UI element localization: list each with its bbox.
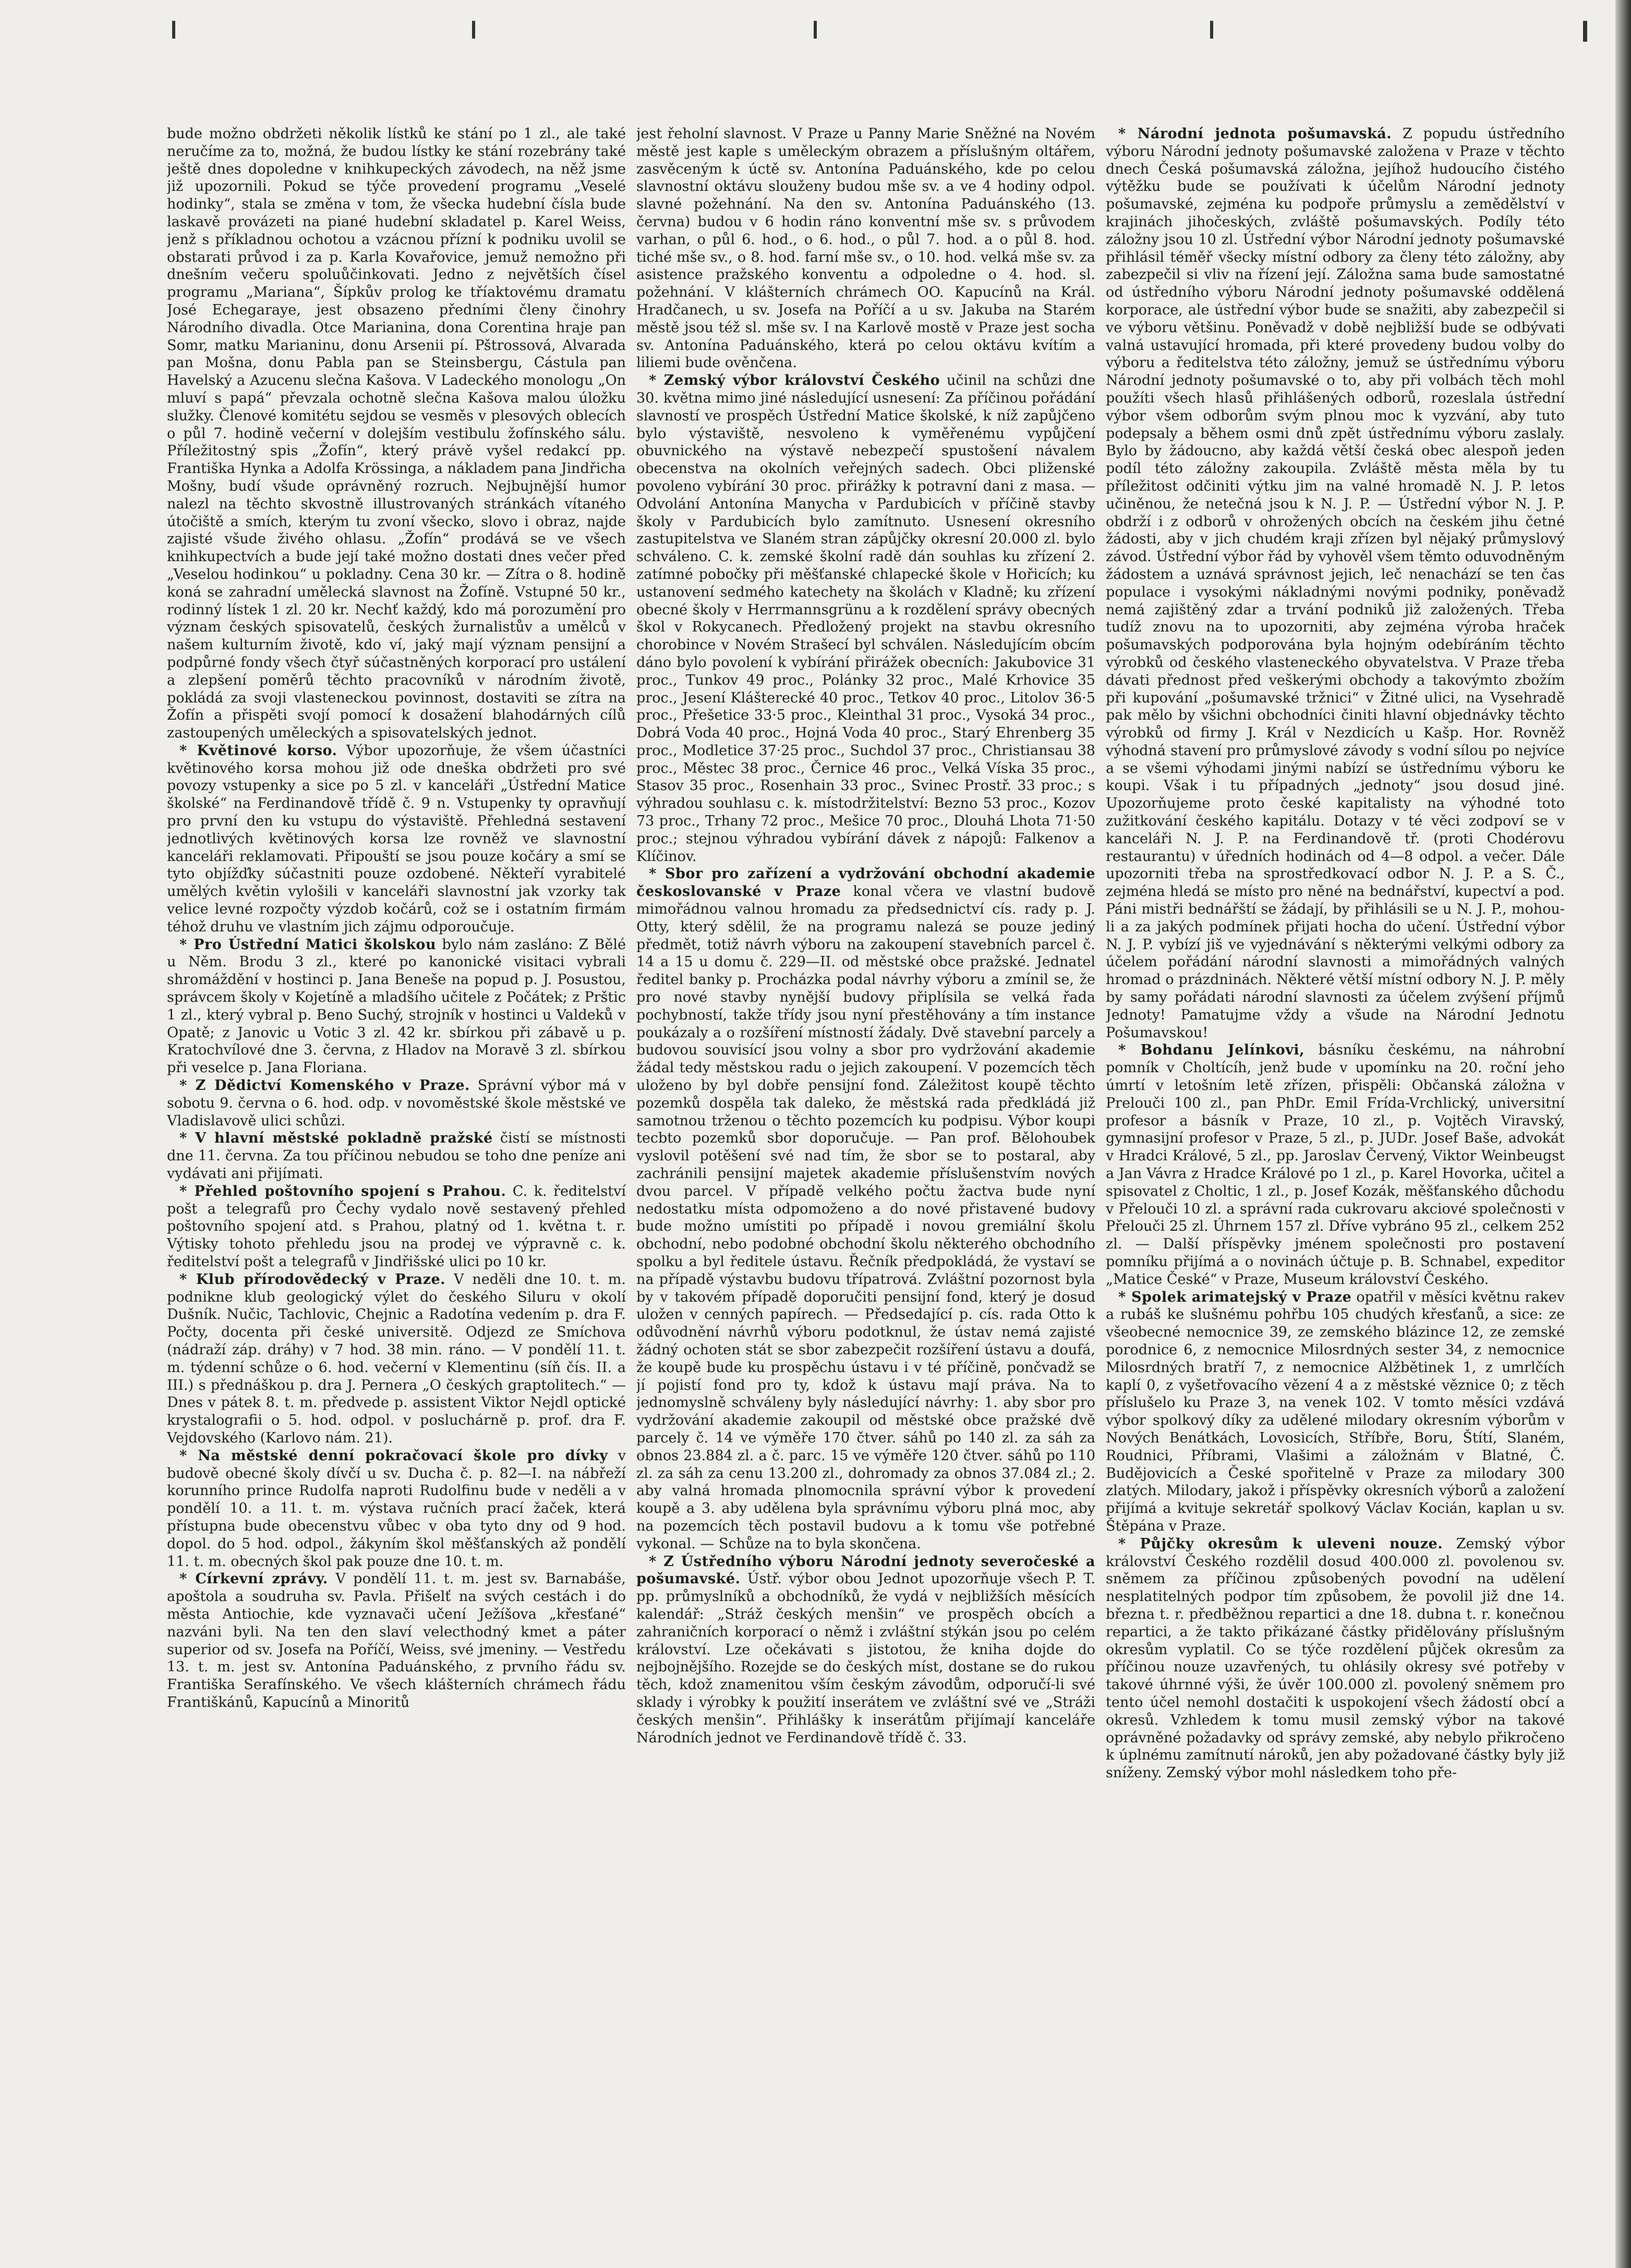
article-paragraph — [1106, 1535, 1565, 1782]
article-paragraph — [1106, 125, 1565, 1041]
article-paragraph — [167, 936, 626, 1077]
article-paragraph — [636, 1553, 1095, 1747]
article-heading: * Květinové korso. — [179, 742, 337, 759]
article-text: Zemský výbor království Českého rozdělil dosud 400.000 zl. povolenou sv. sněmem za příčinou způsobených povodní na udělení nesplatitelných podpor tím způsobem, že povolil již dne 14. března t. r. předběžnou repartici a dne 18. dubna t. r. konečnou repartici, a že takto přikázané částky přidělovány příslušným okresům vyplatil. Co se týče rozdělení půjček okresům za příčinou nouze uzavřených, tu ohlásily okresy své potřeby v takové úhrnné výši, že úvěr 100.000 zl. povolený sněmem pro tento účel nemohl dostačiti k uspokojení všech žádostí obcí a okresů. Vzhledem k tomu musil zemský výbor na takové oprávněné požadavky od správy zemské, aby nebylo přikročeno k úplnému zamítnutí nároků, jen aby požadované částky byly již sníženy. Zemský výbor mohl následkem toho pře- — [1106, 1535, 1565, 1781]
column-1 — [167, 125, 626, 2175]
article-text: Ústř. výbor obou Jednot upozorňuje všech P. T. pp. průmyslníků a obchodníků, že vydá v nejbližších měsících kalendář: „Stráž českých menšin“ ve prospěch obcích a zahraničních korporací o němž i zvláštní stýkán jsou po celém království. Lze očekávati s jistotou, že kniha dojde do nejbojnějšího. Rozejde se do českých míst, dostane se do rukou těch, kdož znamenitou vším českým závodům, odporučí-li své sklady i výrobky k použití inserátem ve zvláštní své ve „Stráži českých menšin“. Přihlášky k inserátům přijímají kanceláře Národních jednot ve Ferdinandově třídě č. 33. — [636, 1571, 1095, 1746]
article-text: učinil na schůzi dne 30. května mimo jiné následující usnesení: Za příčinou pořádání slavností ve prospěch Ústřední Matice školské, k níž zapůjčeno bylo výstaviště, nesvoleno k vyměřenému vypůjčení obuvnického na výstavě nebezpečí spustošení návalem obecenstva na okolních veřejných sadech. Obci pliženské povoleno vybírání 30 proc. přirážky k potravní dani z masa. — Odvolání Antonína Manycha v Pardubicích v příčině stavby školy v Pardubicích bylo zamítnuto. Usnesení okresního zastupitelstva ve Slaném stran zápůjčky okresní 20.000 zl. bylo schváleno. C. k. zemské školní radě dán souhlas ku zřízení 2. zatímné pobočky při měšťanské chlapecké škole v Hořicích; ku ustanovení sedmého katechety na školách v Kladně; ku zřízení obecné školy v Herrmannsgrünu a k rozdělení správy obecných škol v Rokycanech. Předložený projekt na stavbu okresního chorobince v Novém Strašecí byl schválen. Následujícím obcím dáno bylo povolení k vybírání přirážek obecních: Jakubovice 31 proc., Tunkov 49 proc., Polánky 32 proc., Malé Krhovice 35 proc., Jesení Klášterecké 40 proc., Tetkov 40 proc., Litolov 36·5 proc., Přešetice 33·5 proc., Kleinthal 31 proc., Vysoká 34 proc., Dobrá Voda 40 proc., Hojná Voda 40 proc., Starý Ehrenberg 35 proc., Modletice 37·25 proc., Suchdol 37 proc., Christiansau 38 proc., Městec 38 proc., Černice 46 proc., Velká Víska 35 proc., Stasov 35 proc., Rosenhain 33 proc., Svinec Prostř. 33 proc.; s výhradou souhlasu c. k. místodržitelství: Bezno 53 proc., Kozov 73 proc., Trhany 72 proc., Mešice 70 proc., Dlouhá Lhota 71·50 proc.; stejnou výhradou vybírání dávek z nápojů: Falkenov a Klíčinov. — [636, 372, 1095, 865]
article-paragraph — [636, 372, 1095, 865]
article-paragraph — [167, 125, 626, 742]
article-text: opatřil v měsíci květnu rakev a rubáš ke slušnému pohřbu 105 chudých křesťanů, a sice: ze všeobecné nemocnice 39, ze zemského blázince 12, ze zemské porodnice 6, z nemocnice Milosrdných sester 34, z nemocnice Milosrdných bratří 7, z nemocnice Alžbětinek 1, z umrlčích kaplí 0, z vyšetřovacího vězení 4 a z městské věznice 0; z těch příslušelo ku Praze 3, na venek 102. V tomto měsíci vzdává výbor spolkový díky za udělené milodary okresním výborům v Nových Benátkách, Lovosicích, Stříbře, Boru, Štítí, Slaném, Roudnici, Příbrami, Vlašimi a záložnám v Blatné, Č. Budějovicích a České spořitelně v Praze za milodary 300 zlatých. Milodary, jakož i příspěvky okresních výborů a založení přijímá a kvituje sekretář spolkový Václav Kocián, kaplan u sv. Štěpána v Praze. — [1106, 1289, 1565, 1534]
register-mark — [814, 21, 817, 39]
article-paragraph — [167, 1447, 626, 1571]
article-text: Výbor upozorňuje, že všem účastníci květinového korsa mohou již ode dneška obdržeti pro své povozy vstupenky a sice po 5 zl. v kanceláři „Ústřední Matice školské“ na Ferdinandově třídě č. 9 n. Vstupenky ty opravňují pro první den ku vstupu do výstaviště. Přehledná sestavení jednotlivých květinových korsa lze rovněž ve slavnostní kanceláři reklamovati. Připouští se jsou pouze kočáry a smí se tyto objížďky súčastniti pouze ozdobené. Někteří vyrabitelé umělých květin vylošili v kanceláři slavnostní jak vzorky tak velice levné rozpočty výzdob kočárů, což se i ostatním firmám téhož druhu ve vlastním jich zájmu odporoučuje. — [167, 742, 626, 935]
article-heading: * Národní jednota pošumavská. — [1118, 126, 1392, 142]
article-paragraph — [167, 1271, 626, 1447]
article-text: Z popudu ústředního výboru Národní jednoty pošumavské založena v Praze v těchto dnech Česká pošumavská záložna, jejíhož hudoucího čistého výtěžku bude se používati k účelům Národní jednoty pošumavské, zejména ku podpoře průmyslu a zemědělství v krajinách jihočeských, zvláště pošumavských. Podíly této záložny jsou 10 zl. Ústřední výbor Národní jednoty pošumavské přihlásil téměř všecky místní odbory za členy této záložny, aby zabezpečil si vliv na řízení její. Záložna sama bude samostatné od ústředního výboru Národní jednoty pošumavské oddělená korporace, ale ústřední výbor bude se snažiti, aby zabezpečil si ve výboru většinu. Poněvadž v době nejbližší bude se odbývati valná ustavující hromada, při které provedeny budou volby do výboru a ředitelstva této záložny, jemuž se ústřednímu výboru Národní jednoty pošumavské o to, aby při volbách těch mohl použíti všech hlasů přihlášených odborů, rozeslala ústřední výbor všem odborům svým plnou moc k vyzvání, aby tuto podepsaly a během osmi dnů zpět ústřednímu výboru zaslaly. Bylo by žádoucno, aby každá větší česká obec alespoň jeden podíl této záložny zakoupila. Zvláště města měla by tu příležitost odčiniti výtku jim na valné hromadě N. J. P. letos učiněnou, že netečná jsou k N. J. P. — Ústřední výbor N. J. P. obdrží i z odborů v ohrožených obcích na českém jihu četné žádosti, aby v jich chudém kraji zřízen byl nějaký průmyslový závod. Ústřední výbor řád by vyhověl všem těmto oduvodněným žádostem a uznává správnost jejich, leč nenachází se ten čas populace i vysokými nákladnými novými podniky, poněvadž nemá zajištěný zdar a trvání podniků již založených. Třeba tudíž znovu na to upozorniti, aby zejména výroba hraček pošumavských podporována byla hojným odebíráním těchto výrobků od českého vlasteneckého obyvatelstva. V Praze třeba dávati přednost před veškerými obchody a takovýmto zbožím při kupování „pošumavské tržnici“ v Žitné ulici, na Vysehradě pak mělo by všichni obchodníci činiti hlavní objednávky těchto výrobků od firmy J. Král v Nezdicích u Kašp. Hor. Rovněž výhodná stavení pro průmyslové závody s vodní sílou po nejvíce a se všemi výhodami jinými nabízí se ústřednímu výboru ke koupi. Však i tu případných „jednoty“ jsou dosud jiné. Upozorňujeme proto české kapitalisty na výhodné toto zužitkování českého kapitálu. Dotazy v té věci zodpoví se v kanceláři N. J. P. na Ferdinandově tř. (proti Chodérovu restaurantu) v úředních hodinách od 4—8 odpol. a večer. Dále upozorniti třeba na sprostředkovací odbor N. J. P. a S. Č., zejména hledá se místo pro něné na bednářství, kupectví a pod. Páni mistři bednářští se žádají, by přihlásili se u N. J. P., mohou-li a za jakých podmínek přijati hocha do učení. Ústřední výbor N. J. P. vybízí jiš ve vyjednávání s některými velkými odbory za účelem pořádání národní slavnosti a mimořádných valných hromad o prázdninách. Některé větší místní odbory N. J. P. měly by samy pořádati národní slavnosti za účelem zvýšení příjmů Jednoty! Pamatujme vždy a všude na Národní Jednotu Pošumavskou! — [1106, 126, 1565, 1041]
article-text: C. k. ředitelství pošt a telegrafů pro Čechy vydalo nově sestavený přehled poštovního spojení atd. s Prahou, platný od 1. května t. r. Výtisky tohoto přehledu jsou na prodej ve výpravně c. k. ředitelství pošt a telegrafů v Jindřišské ulici po 10 kr. — [167, 1183, 626, 1270]
article-text: jest řeholní slavnost. V Praze u Panny Marie Sněžné na Novém městě jest kaple s uměleckým obrazem a příslušným oltářem, zasvěceným k úctě sv. Antonína Paduánského, kde po celou slavnostní oktávu slouženy budou mše sv. a ve 4 hodiny odpol. slavné požehnání. Na den sv. Antonína Paduánského (13. června) budou v 6 hodin ráno konventní mše sv. s průvodem varhan, o půl 6. hod., o 6. hod., o půl 7. hod. a o půl 8. hod. tiché mše sv., o 8. hod. farní mše sv., o 10. hod. velká mše sv. za asistence pražského konventu a odpoledne o 4. hod. sl. požehnání. V klášterních chrámech OO. Kapucínů na Král. Hradčanech, u sv. Josefa na Poříčí a u sv. Jakuba na Starém městě jsou též sl. mše sv. I na Karlově mostě v Praze jest socha sv. Antonína Paduánského, která po celou oktávu kvítím a liliemi bude ověnčena. — [636, 126, 1095, 371]
page-edge-shadow — [1615, 0, 1631, 2268]
register-mark — [472, 21, 475, 39]
article-heading: * Spolek arimatejský v Praze — [1118, 1289, 1352, 1305]
article-paragraph — [167, 1570, 626, 1711]
top-margin-marks — [0, 0, 1631, 63]
article-heading: * Přehled poštovního spojení s Prahou. — [179, 1183, 506, 1199]
article-text: Správní výbor má v sobotu 9. června o 6. hod. odp. v novoměstské škole městské ve Vladislavově ulici schůzi. — [167, 1077, 626, 1129]
article-paragraph — [636, 865, 1095, 1553]
article-heading: * Z Dědictví Komenského v Praze. — [179, 1077, 470, 1094]
article-heading: * Klub přírodovědecký v Praze. — [179, 1271, 446, 1288]
article-heading: * V hlavní městské pokladně pražské — [179, 1130, 493, 1147]
article-text: bude možno obdržeti několik lístků ke stání po 1 zl., ale také neručíme za to, možná, že budou lístky ke stání rozebrány také ještě dnes dopoledne v knihkupeckých závodech, na něž jsme již upozornili. Pokud se týče provedení programu „Veselé hodinky“, stala se změna v tom, že všecka hudební čísla bude laskavě provázeti na piané hudební skladatel p. Karel Weiss, jenž s příkladnou ochotou a vzácnou přízní k podniku uvolil se obstarati průvod i za p. Karla Kovařovice, jemuž nemožno při dnešním večeru spoluůčinkovati. Jedno z největších čísel programu „Mariana“, Šípkův prolog ke tříaktovému dramatu José Echegaraye, jest obsazeno předními členy činohry Národního divadla. Otce Marianina, dona Corentina hraje pan Somr, matku Marianinu, donu Arsenii pí. Pštrossová, Alvarada pan Mošna, donu Pabla pan se Steinsbergu, Cástula pan Havelský a Azucenu slečna Kašova. V Ladeckého monologu „On mluví s papá“ převzala ochotně slečna Kašova malou úložku služky. Členové komitétu sejdou se vesměs v plesových oblecích o půl 7. hodině večerní v dolejším vestibulu žofínského sálu. Příležitostný spis „Žofín“, který právě vyšel redakcí pp. Františka Hynka a Adolfa Krössinga, a nákladem pana Jindřicha Mošny, budí všude oprávněný rozruch. Nejbujnější humor nalezl na těchto skvostně illustrovaných stránkách vítaného útočiště a smích, kterým tu zvoní všecko, slovo i obraz, najde zajisté všude živého ohlasu. „Žofín“ prodává se ve všech knihkupectvích a bude její také možno dostati dnes večer před „Veselou hodinkou“ u pokladny. Cena 30 kr. — Zítra o 8. hodině koná se zahradní umělecká slavnost na Žofíně. Vstupné 50 kr., rodinný lístek 1 zl. 20 kr. Nechť každý, kdo má porozumění pro význam českých spisovatelů, českých žurnalistův a umělců v našem kulturním životě, kdo ví, jaký mají význam pensijní a podpůrné fondy všech čtyř súčastněných korporací pro ustálení a zlepšení poměrů těchto pracovníků v národním životě, pokládá za svoji vlasteneckou povinnost, dostaviti se zítra na Žofín a přispěti svojí pomocí k dosažení blahodárných cílů zastoupených uměleckých a spisovatelských jednot. — [167, 126, 626, 742]
article-heading: * Z Ústředního výboru Národní jednoty severočeské a pošumavské. — [636, 1553, 1095, 1587]
article-text: v budově obecné školy dívčí u sv. Ducha č. p. 82—I. na nábřeží korunního prince Rudolfa naproti Rudolfinu bude v neděli a v pondělí 10. a 11. t. m. výstava ručních prací žaček, která přístupna bude obecenstvu vůbec v oba tyto dny od 9 hod. dopol. do 5 hod. odpol., žákyním škol měšťanských až pondělí 11. t. m. obecných škol pak pouze dne 10. t. m. — [167, 1447, 626, 1570]
column-2 — [636, 125, 1095, 2175]
article-paragraph — [636, 125, 1095, 372]
article-heading: * Zemský výbor království Českého — [649, 372, 940, 389]
register-mark — [1210, 21, 1213, 39]
article-paragraph — [1106, 1289, 1565, 1535]
article-paragraph — [167, 1077, 626, 1130]
register-mark — [1583, 21, 1587, 42]
article-text: čistí se místnosti dne 11. června. Za tou příčinou nebudou se toho dne peníze ani vydávati ani přijímati. — [167, 1130, 626, 1182]
article-paragraph — [1106, 1041, 1565, 1288]
article-heading: * Půjčky okresům k uleveni nouze. — [1118, 1535, 1443, 1552]
article-paragraph — [167, 1183, 626, 1271]
article-heading: * Bohdanu Jelínkovi, — [1118, 1042, 1305, 1059]
article-paragraph — [167, 1130, 626, 1182]
article-heading: * Církevní zprávy. — [179, 1571, 328, 1587]
column-3 — [1106, 125, 1565, 2175]
article-paragraph — [167, 742, 626, 936]
article-heading: * Pro Ústřední Matici školskou — [179, 936, 437, 953]
article-text: V neděli dne 10. t. m. podnikne klub geologický výlet do českého Siluru v okolí Dušník. Nučic, Tachlovic, Chejnic a Radotína vedením p. dra F. Počty, docenta při české universitě. Odjezd ze Smíchova (nádraží záp. dráhy) v 7 hod. 38 min. ráno. — V pondělí 11. t. m. týdenní schůze o 6. hod. večerní v Klementinu (síň čís. II. a III.) s přednáškou p. dra J. Pernera „O českých graptolitech.“ — Dnes v pátek 8. t. m. předvede p. assistent Viktor Nejdl optické krystalografii o 5. hod. odpol. v posluchárně p. prof. dra F. Vejdovského (Karlovo nám. 21). — [167, 1271, 626, 1446]
article-text: básníku českému, na náhrobní pomník v Choltícíh, jenž bude v upomínku na 20. roční jeho úmrtí v letošním letě zřízen, přispěli: Občanská záložna v Prelouči 100 zl., pan PhDr. Emil Frída-Vrchlický, universitní profesor a básník v Praze, 10 zl., p. Vojtěch Viravský, gymnasijní profesor v Praze, 5 zl., p. JUDr. Josef Baše, advokát v Hradci Králové, 5 zl., pp. Jaroslav Červený, Viktor Weinbeugst a Jan Vávra z Hradce Králové po 1 zl., p. Karel Hovorka, učitel a spisovatel z Choltic, 1 zl., p. Josef Kozák, měšťanského důchodu v Přelouči 10 zl. a správní rada cukrovaru akciové společnosti v Přelouči 25 zl. Úhrnem 157 zl. Dříve vybráno 95 zl., celkem 252 zl. — Další příspěvky jménem společnosti pro postavení pomníku přijímá a o novinách účtuje p. B. Schnabel, expeditor „Matice České“ v Praze, Museum království Českého. — [1106, 1042, 1565, 1288]
article-columns — [167, 125, 1565, 2175]
article-heading: * Sbor pro zařízení a vydržování obchodní akademie českoslovanské v Praze — [636, 866, 1095, 900]
article-text: bylo nám zasláno: Z Bělé u Něm. Brodu 3 zl., které po kanonické visitaci vybrali shromáždění v hostinci p. Jana Beneše na popud p. J. Posustou, správcem školy v Kojetíně a mladšího učitele z Počátek; z Prštic 1 zl., který vybral p. Beno Suchý, strojník v hostinci u Valdeků v Opatě; z Janovic u Votic 3 zl. 42 kr. sbírkou při zábavě u p. Kratochvílové dne 3. června, z Hladov na Moravě 3 zl. sbírkou při veselce p. Jana Floriana. — [167, 936, 626, 1076]
article-text: konal včera ve vlastní budově mimořádnou valnou hromadu za předsednictví cís. rady p. J. Otty, který sdělil, že na programu nalezá se pouze jediný předmět, totiž návrh výboru na zakoupení stavebních parcel č. 14 a 15 u domu č. 229—II. od městské obce pražské. Jednatel ředitel banky p. Procházka podal návrhy výboru a zmínil se, že pro nové stavby nynější budovy připlísila se velká řada pochybností, takže třídy jsou nyní přestěhovány a tím instance poukázaly a o rozšíření místností žádaly. Dvě stavební parcely a budovou souvisící jsou volny a sbor pro vydržování akademie žádal tedy městskou radu o jejich zakoupení. V pozemcích těch uloženo by byl dobře pensijní fond. Záležitost koupě těchto pozemků dospěla tak daleko, že městská rada předkládá již samotnou trženou o těchto pozemcích ku podpisu. Výbor koupi tecbto pozemků sbor doporučuje. — Pan prof. Bělohoubek vyslovil potěšení své nad tím, že sbor se to postaral, aby zachránili pensijní majetek akademie příslušenstvím nových dvou parcel. V případě velkého počtu žactva bude nyní nedostatku místa odpomoženo a do nové přistavené budovy bude možno umístiti po případě i novou gremiální školu obchodní, nebo podobné obchodní školu některého obchodního spolku a byl ředitele ústavu. Řečník předpokládá, že vystaví se na případě výstavbu budovu třípatrová. Zvláštní pozornost byla by v takovém případě doporučiti pensijní fond, který je dosud uložen v cenných papírech. — Předsedající p. cís. rada Otto k odůvodnění návrhů výboru podotknul, že ústav nemá zajisté žádný ochoten stát se sbor zabezpečit rozšíření ústavu a doufá, že koupě bude ku prospěchu ústavu i v té příčině, pončvadž se jí pojistí fond pro ty, kdož k ústavu mají práva. Na to jednomyslně schváleny byly následující návrhy: 1. aby sbor pro vydržování akademie zakoupil od městské obce pražské dvě parcely č. 14 ve výměře 170 čtver. sáhů po 140 zl. za sáh za obnos 23.884 zl. a č. parc. 15 ve výměře 120 čtver. sáhů po 110 zl. za sáh za cenu 13.200 zl., dohromady za obnos 37.084 zl.; 2. aby valná hromada plnomocnila správní výbor k provedení koupě a 3. aby udělena byla správnímu výboru plná moc, aby na pozemcích těch postavil budovu a k tomu vše potřebné vykonal. — Schůze na to byla skončena. — [636, 883, 1095, 1552]
article-heading: * Na městské denní pokračovací škole pro dívky — [179, 1447, 608, 1464]
article-text: V pondělí 11. t. m. jest sv. Barnabáše, apoštola a soudruha sv. Pavla. Přišelť na svých cestách i do města Antiochie, kde vyznavači učení Ježíšova „křesťané“ nazváni byli. Na ten den slaví velecthodný kmet a páter superior od sv. Josefa na Poříčí, Weiss, své jmeniny. — Vestředu 13. t. m. jest sv. Antonína Paduánského, z prvního řádu sv. Františka Serafínského. Ve všech klášterních chrámech řádu Františkánů, Kapucínů a Minoritů — [167, 1571, 626, 1711]
register-mark — [172, 21, 175, 39]
